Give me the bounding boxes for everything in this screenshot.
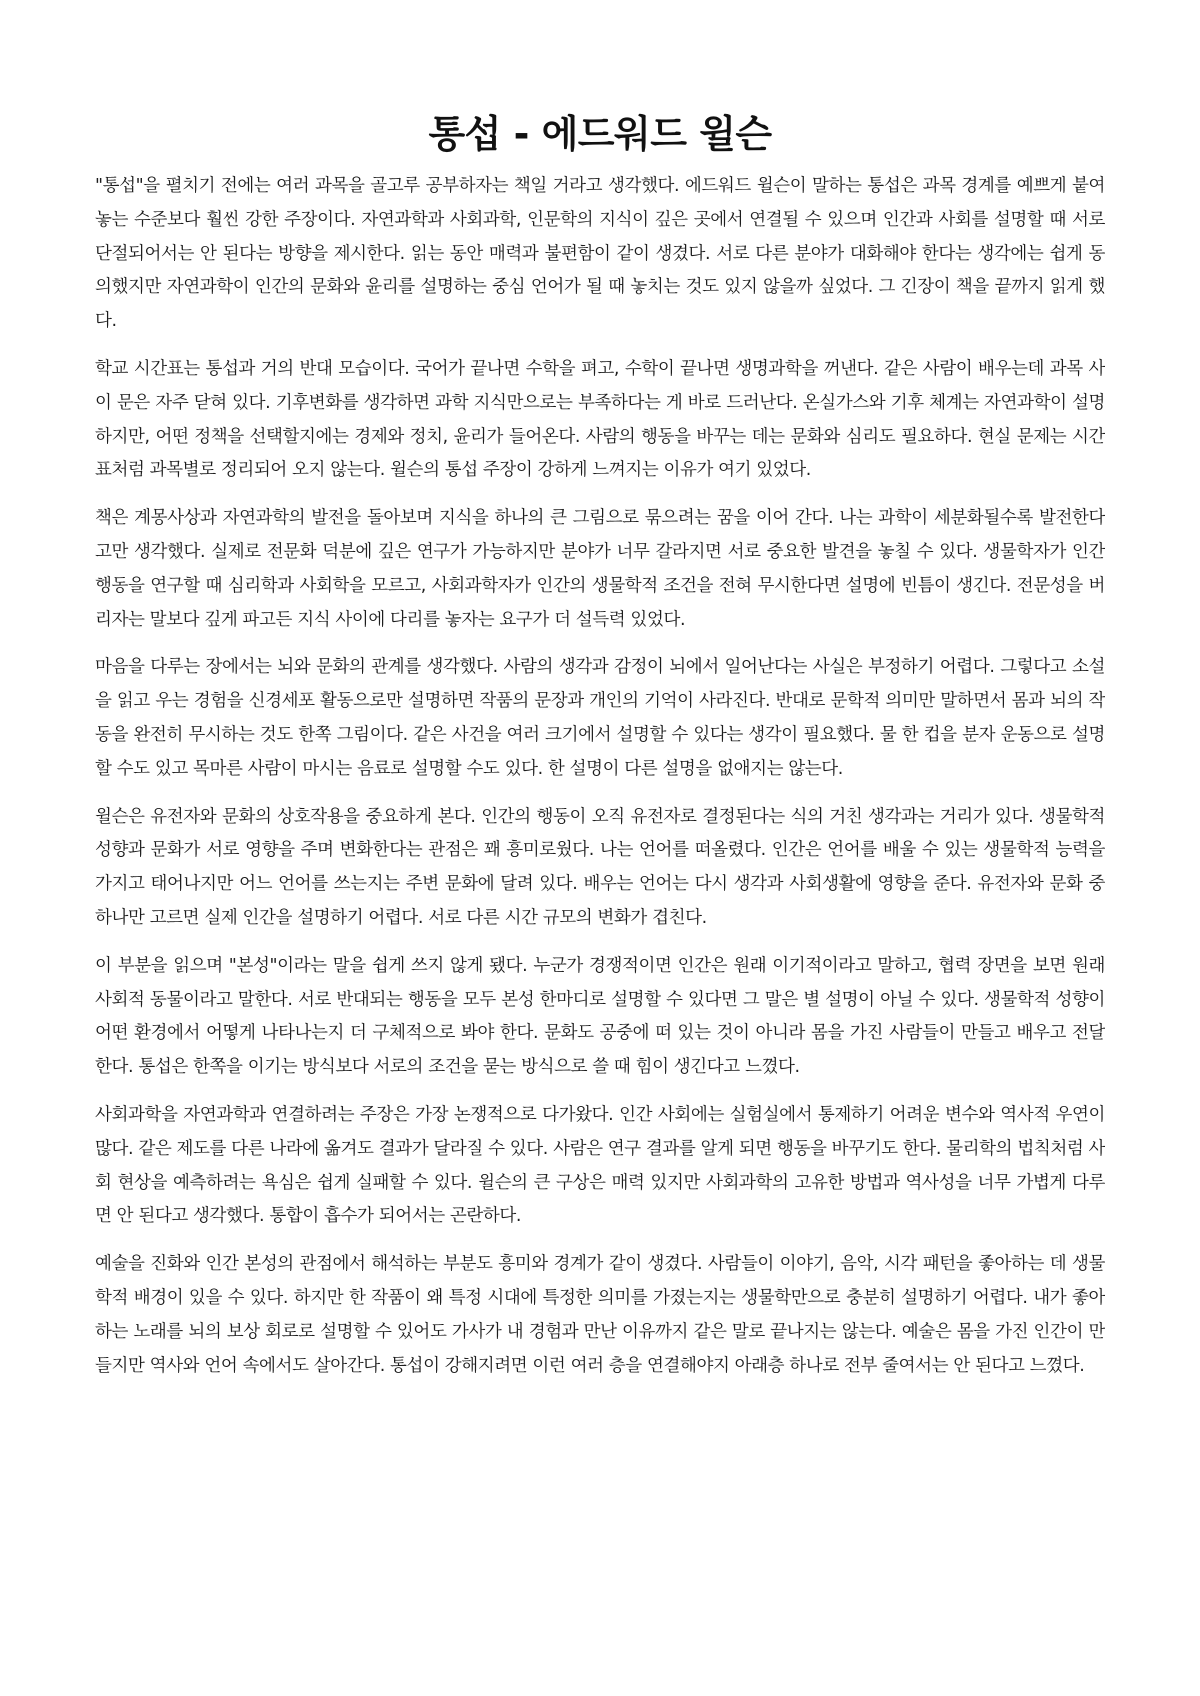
- paragraph-4: 마음을 다루는 장에서는 뇌와 문화의 관계를 생각했다. 사람의 생각과 감정이 뇌에서 일어난다는 사실은 부정하기 어렵다. 그렇다고 소설을 읽고 우는 경험을 신경세포 활동으로만 설명하면 작품의 문장과 개인의 기억이 사라진다. 반대로 문학적 의미만 말하면서 몸과 뇌의 작동을 완전히 무시하는 것도 한쪽 그림이다. 같은 사건을 여러 크기에서 설명할 수 있다는 생각이 필요했다. 물 한 컵을 분자 운동으로 설명할 수도 있고 목마른 사람이 마시는 음료로 설명할 수도 있다. 한 설명이 다른 설명을 없애지는 않는다.: [95, 657, 1105, 779]
- paragraph-5: 윌슨은 유전자와 문화의 상호작용을 중요하게 본다. 인간의 행동이 오직 유전자로 결정된다는 식의 거친 생각과는 거리가 있다. 생물학적 성향과 문화가 서로 영향을 주며 변화한다는 관점은 꽤 흥미로웠다. 나는 언어를 떠올렸다. 인간은 언어를 배울 수 있는 생물학적 능력을 가지고 태어나지만 어느 언어를 쓰는지는 주변 문화에 달려 있다. 배우는 언어는 다시 생각과 사회생활에 영향을 준다. 유전자와 문화 중 하나만 고르면 실제 인간을 설명하기 어렵다. 서로 다른 시간 규모의 변화가 겹친다.: [95, 806, 1105, 928]
- paragraph-8: 예술을 진화와 인간 본성의 관점에서 해석하는 부분도 흥미와 경계가 같이 생겼다. 사람들이 이야기, 음악, 시각 패턴을 좋아하는 데 생물학적 배경이 있을 수 있다. 하지만 한 작품이 왜 특정 시대에 특정한 의미를 가졌는지는 생물학만으로 충분히 설명하기 어렵다. 내가 좋아하는 노래를 뇌의 보상 회로로 설명할 수 있어도 가사가 내 경험과 만난 이유까지 같은 말로 끝나지는 않는다. 예술은 몸을 가진 인간이 만들지만 역사와 언어 속에서도 살아간다. 통섭이 강해지려면 이런 여러 층을 연결해야지 아래층 하나로 전부 줄여서는 안 된다고 느꼈다.: [95, 1254, 1105, 1376]
- paragraph-6: 이 부분을 읽으며 "본성"이라는 말을 쉽게 쓰지 않게 됐다. 누군가 경쟁적이면 인간은 원래 이기적이라고 말하고, 협력 장면을 보면 원래 사회적 동물이라고 말한다. 서로 반대되는 행동을 모두 본성 한마디로 설명할 수 있다면 그 말은 별 설명이 아닐 수 있다. 생물학적 성향이 어떤 환경에서 어떻게 나타나는지 더 구체적으로 봐야 한다. 문화도 공중에 떠 있는 것이 아니라 몸을 가진 사람들이 만들고 배우고 전달한다. 통섭은 한쪽을 이기는 방식보다 서로의 조건을 묻는 방식으로 쓸 때 힘이 생긴다고 느꼈다.: [95, 955, 1105, 1078]
- paragraph-7: 사회과학을 자연과학과 연결하려는 주장은 가장 논쟁적으로 다가왔다. 인간 사회에는 실험실에서 통제하기 어려운 변수와 역사적 우연이 많다. 같은 제도를 다른 나라에 옮겨도 결과가 달라질 수 있다. 사람은 연구 결과를 알게 되면 행동을 바꾸기도 한다. 물리학의 법칙처럼 사회 현상을 예측하려는 욕심은 쉽게 실패할 수 있다. 윌슨의 큰 구상은 매력 있지만 사회과학의 고유한 방법과 역사성을 너무 가볍게 다루면 안 된다고 생각했다. 통합이 흡수가 되어서는 곤란하다.: [95, 1104, 1105, 1227]
- document-title: 통섭 - 에드워드 윌슨: [428, 112, 772, 156]
- paragraph-1: "통섭"을 펼치기 전에는 여러 과목을 골고루 공부하자는 책일 거라고 생각했다. 에드워드 윌슨이 말하는 통섭은 과목 경계를 예쁘게 붙여 놓는 수준보다 훨씬 강한 주장이다. 자연과학과 사회과학, 인문학의 지식이 깊은 곳에서 연결될 수 있으며 인간과 사회를 설명할 때 서로 단절되어서는 안 된다는 방향을 제시한다. 읽는 동안 매력과 불편함이 같이 생겼다. 서로 다른 분야가 대화해야 한다는 생각에는 쉽게 동의했지만 자연과학이 인간의 문화와 윤리를 설명하는 중심 언어가 될 때 놓치는 것도 있지 않을까 싶었다. 그 긴장이 책을 끝까지 읽게 했다.: [95, 176, 1105, 332]
- paragraph-3: 책은 계몽사상과 자연과학의 발전을 돌아보며 지식을 하나의 큰 그림으로 묶으려는 꿈을 이어 간다. 나는 과학이 세분화될수록 발전한다고만 생각했다. 실제로 전문화 덕분에 깊은 연구가 가능하지만 분야가 너무 갈라지면 서로 중요한 발견을 놓칠 수 있다. 생물학자가 인간 행동을 연구할 때 심리학과 사회학을 모르고, 사회과학자가 인간의 생물학적 조건을 전혀 무시한다면 설명에 빈틈이 생긴다. 전문성을 버리자는 말보다 깊게 파고든 지식 사이에 다리를 놓자는 요구가 더 설득력 있었다.: [95, 508, 1105, 630]
- paragraph-2: 학교 시간표는 통섭과 거의 반대 모습이다. 국어가 끝나면 수학을 펴고, 수학이 끝나면 생명과학을 꺼낸다. 같은 사람이 배우는데 과목 사이 문은 자주 닫혀 있다. 기후변화를 생각하면 과학 지식만으로는 부족하다는 게 바로 드러난다. 온실가스와 기후 체계는 자연과학이 설명하지만, 어떤 정책을 선택할지에는 경제와 정치, 윤리가 들어온다. 사람의 행동을 바꾸는 데는 문화와 심리도 필요하다. 현실 문제는 시간표처럼 과목별로 정리되어 오지 않는다. 윌슨의 통섭 주장이 강하게 느껴지는 이유가 여기 있었다.: [95, 358, 1105, 481]
- document-page: [95, 110, 1105, 1670]
